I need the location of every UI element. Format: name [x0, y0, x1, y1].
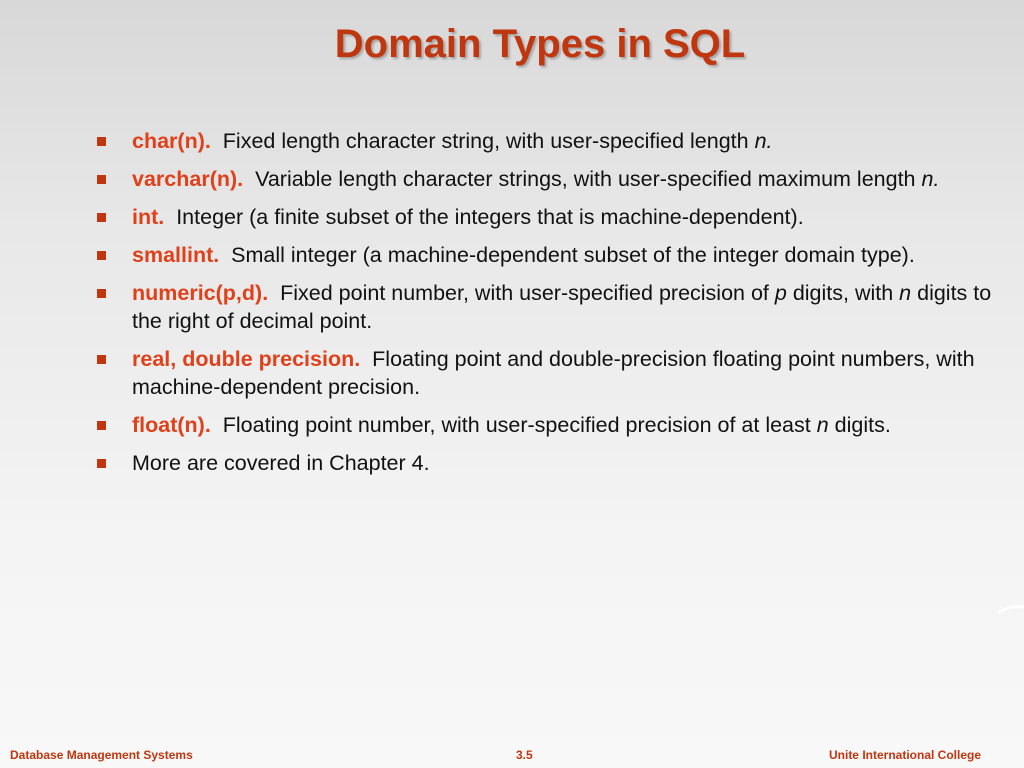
bullet-term: int.	[132, 205, 165, 229]
bullet-text: digits.	[828, 413, 891, 437]
footer-course: Database Management Systems	[10, 748, 193, 762]
bullet-text: digits, with	[786, 281, 900, 305]
bullet-list	[95, 127, 995, 487]
bullet-text: Integer (a finite subset of the integers that is machine-dependent).	[176, 205, 804, 229]
bullet-term: float(n).	[132, 413, 211, 437]
bullet-item	[95, 165, 995, 193]
bullet-term: smallint.	[132, 243, 220, 267]
bullet-italic: n	[899, 281, 912, 305]
bullet-term: numeric(p,d).	[132, 281, 269, 305]
bullet-item	[95, 449, 995, 477]
bullet-italic: n.	[921, 167, 940, 191]
square-bullet-icon	[97, 459, 106, 468]
bullet-text: Small integer (a machine-dependent subset of the integer domain type).	[231, 243, 915, 267]
square-bullet-icon	[97, 137, 106, 146]
slide-title: Domain Types in SQL	[334, 22, 746, 66]
bullet-text: More are covered in Chapter 4.	[132, 451, 430, 475]
bullet-item	[95, 411, 995, 439]
bullet-item	[95, 203, 995, 231]
square-bullet-icon	[97, 213, 106, 222]
bullet-text: Fixed length character string, with user-specified length	[222, 129, 755, 153]
bullet-term: char(n).	[132, 129, 211, 153]
bullet-text: Floating point and double-precision floating point numbers, with machine-dependent precision.	[132, 347, 975, 399]
bullet-italic: n.	[754, 129, 773, 153]
bullet-term: varchar(n).	[132, 167, 244, 191]
bullet-text: Fixed point number, with user-specified precision of	[280, 281, 775, 305]
square-bullet-icon	[97, 421, 106, 430]
bullet-item	[95, 279, 995, 335]
bullet-item	[95, 345, 995, 401]
square-bullet-icon	[97, 289, 106, 298]
bullet-item	[95, 127, 995, 155]
bullet-item	[95, 241, 995, 269]
square-bullet-icon	[97, 175, 106, 184]
footer-page-number: 3.5	[516, 748, 533, 762]
bullet-text: digits to the right of decimal point.	[132, 281, 992, 333]
decorative-swoosh-icon	[996, 604, 1024, 616]
bullet-text: Variable length character strings, with user-specified maximum length	[255, 167, 922, 191]
square-bullet-icon	[97, 355, 106, 364]
bullet-italic: n	[816, 413, 829, 437]
footer-institution: Unite International College	[828, 748, 981, 762]
bullet-italic: p	[774, 281, 787, 305]
bullet-term: real, double precision.	[132, 347, 361, 371]
square-bullet-icon	[97, 251, 106, 260]
bullet-text: Floating point number, with user-specified precision of at least	[222, 413, 817, 437]
